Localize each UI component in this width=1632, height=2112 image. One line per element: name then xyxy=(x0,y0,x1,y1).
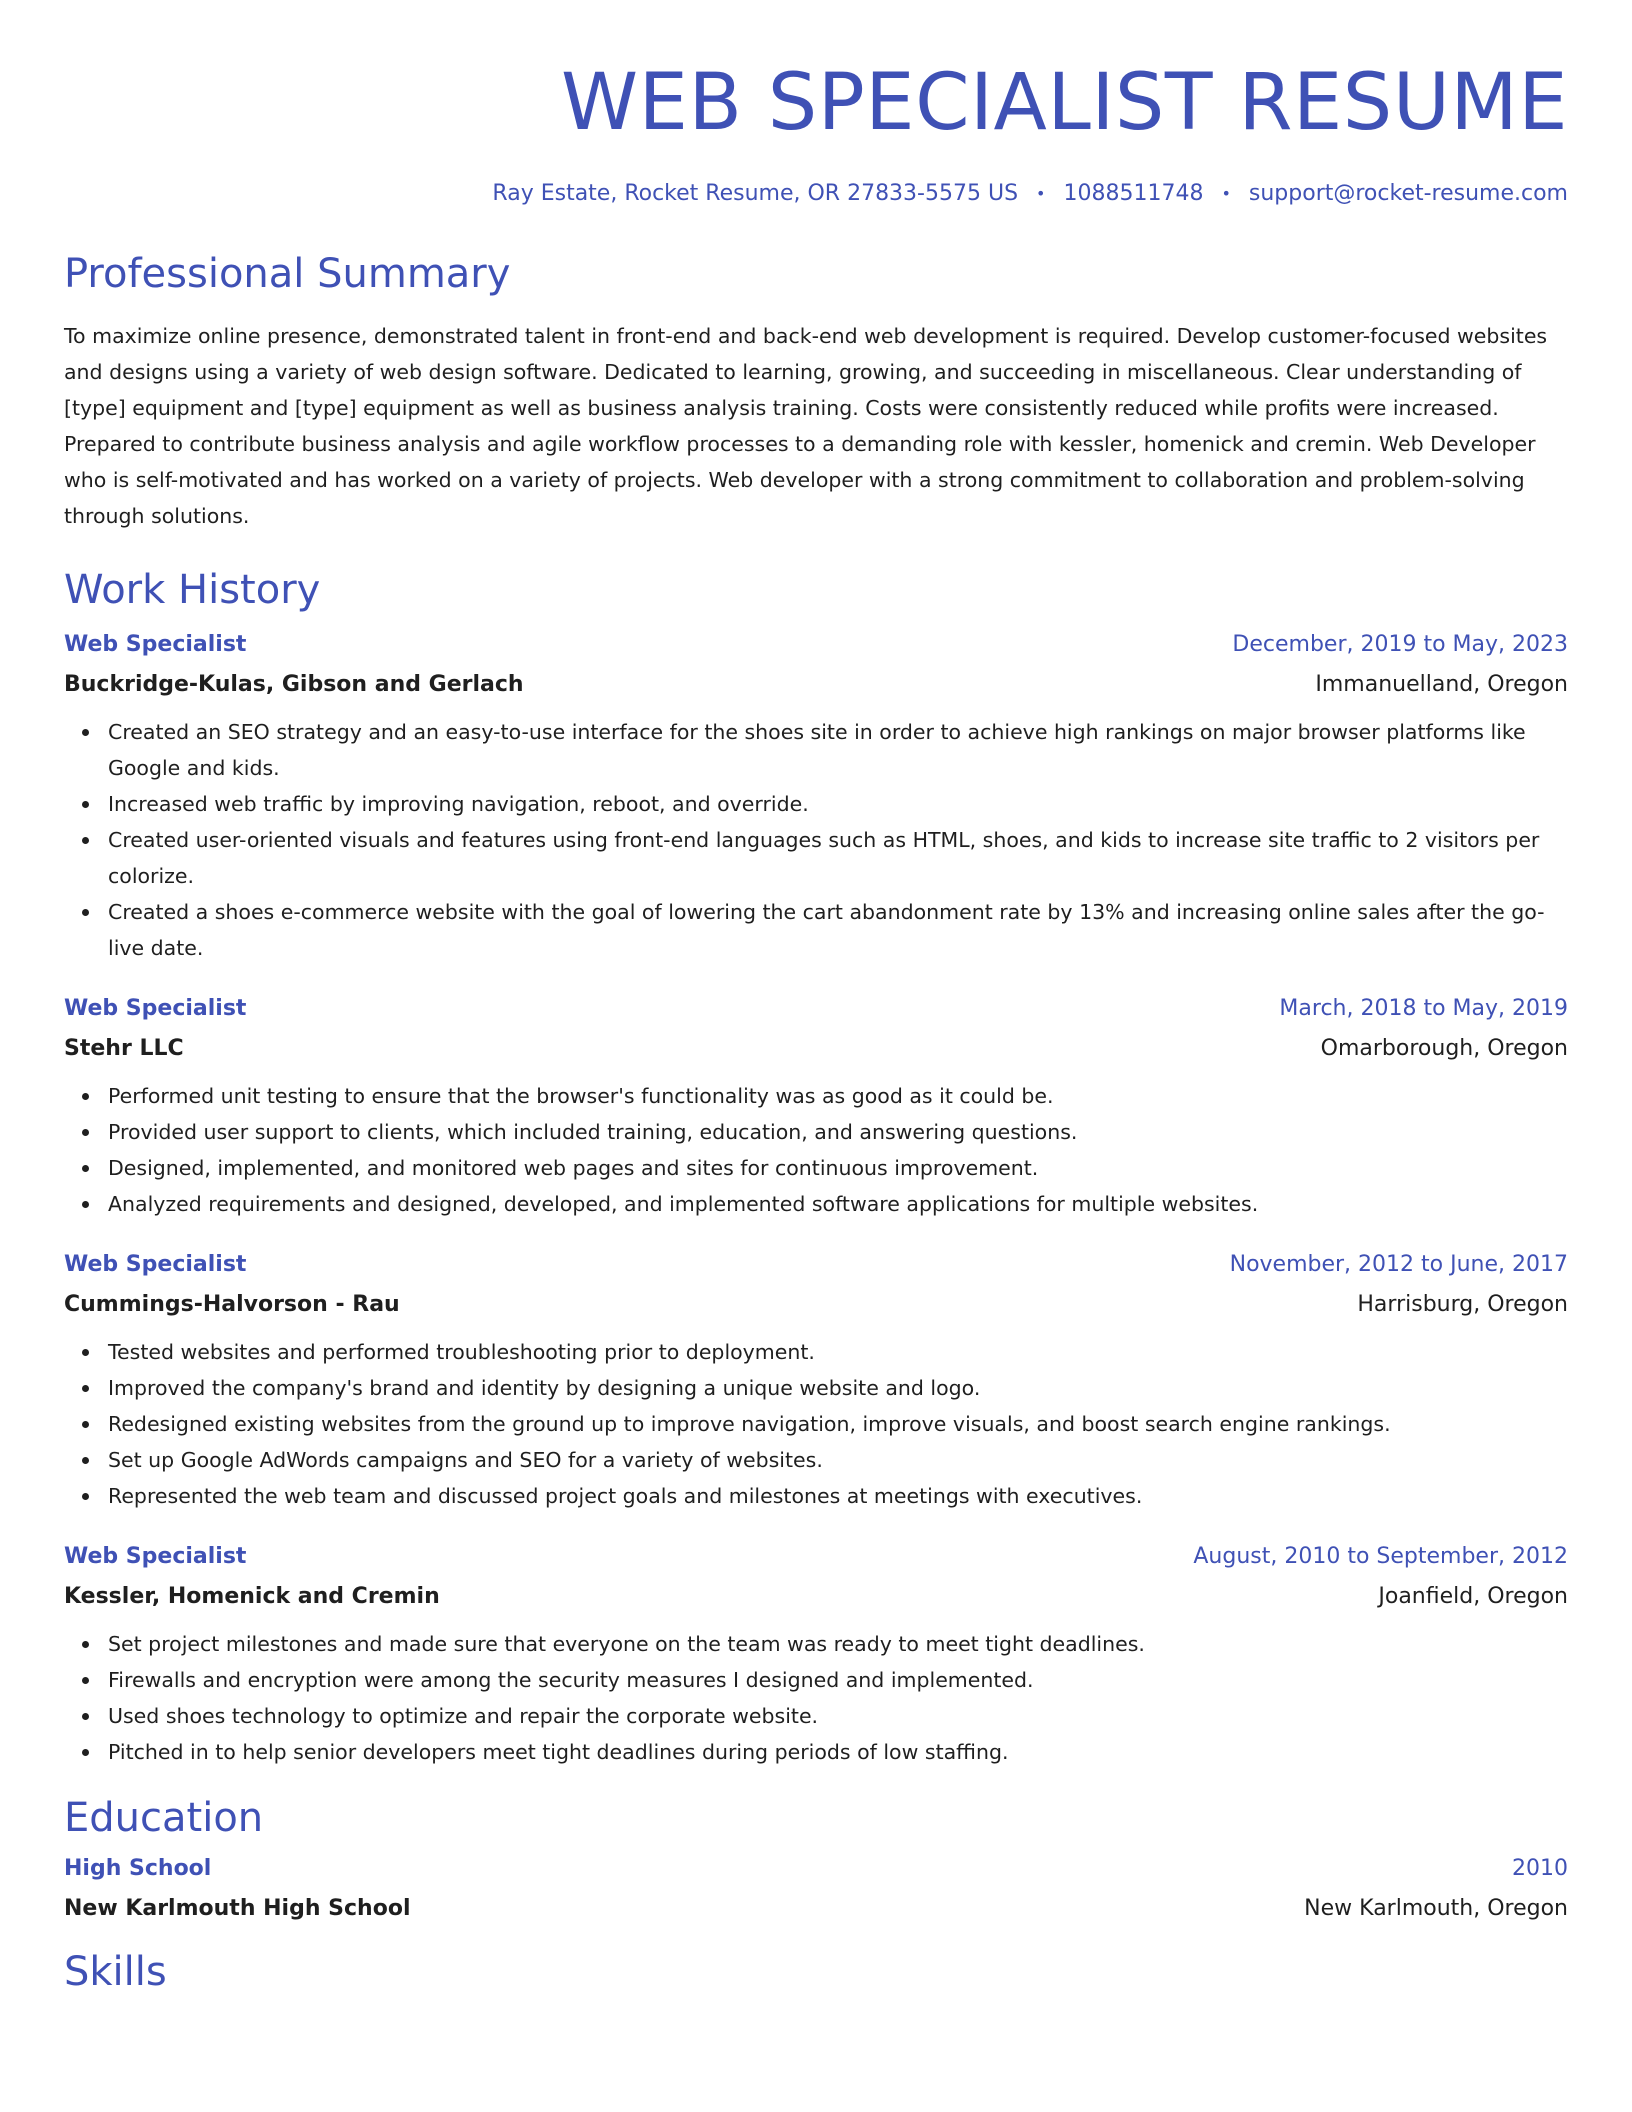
list-item: Set up Google AdWords campaigns and SEO for a variety of websites. xyxy=(108,1442,1568,1478)
contact-separator: • xyxy=(1036,183,1046,203)
list-item: Pitched in to help senior developers meet tight deadlines during periods of low staffing. xyxy=(108,1734,1568,1770)
education-school: New Karlmouth High School xyxy=(64,1895,411,1921)
list-item: Designed, implemented, and monitored web pages and sites for continuous improvement. xyxy=(108,1150,1568,1186)
education-entry xyxy=(64,1848,1568,1928)
list-item: Created user-oriented visuals and features using front-end languages such as HTML, shoes, and kids to increase site traffic to 2 visitors per colorize. xyxy=(108,822,1568,894)
contact-phone: 1088511748 xyxy=(1063,180,1204,206)
job-bullets xyxy=(64,1334,1568,1514)
resume-title: WEB SPECIALIST RESUME xyxy=(561,58,1568,148)
education-heading: Education xyxy=(64,1795,264,1841)
contact-line xyxy=(64,178,1568,208)
list-item: Used shoes technology to optimize and repair the corporate website. xyxy=(108,1698,1568,1734)
job-dates: November, 2012 to June, 2017 xyxy=(1229,1251,1568,1277)
job-dates: August, 2010 to September, 2012 xyxy=(1193,1543,1568,1569)
job-entry xyxy=(64,624,1568,966)
list-item: Redesigned existing websites from the ground up to improve navigation, improve visuals, and boost search engine rankings. xyxy=(108,1406,1568,1442)
education-year: 2010 xyxy=(1512,1855,1568,1881)
summary-text: To maximize online presence, demonstrated talent in front-end and back-end web development is required. Develop customer-focused websites and designs using a variety of web design software. Dedicated to learning, growing, and succeeding in miscellaneous. Clear understanding of [type] equipment and [type] equipment as well as business analysis training. Costs were consistently reduced while profits were increased. Prepared to contribute business analysis and agile workflow processes to a demanding role with kessler, homenick and cremin. Web Developer who is self-motivated and has worked on a variety of projects. Web developer with a strong commitment to collaboration and problem-solving through solutions. xyxy=(64,324,1548,528)
list-item: Improved the company's brand and identity by designing a unique website and logo. xyxy=(108,1370,1568,1406)
job-company: Stehr LLC xyxy=(64,1035,184,1061)
summary-heading: Professional Summary xyxy=(64,251,511,297)
job-location: Omarborough, Oregon xyxy=(1320,1035,1568,1061)
list-item: Set project milestones and made sure that everyone on the team was ready to meet tight deadlines. xyxy=(108,1626,1568,1662)
job-location: Joanfield, Oregon xyxy=(1378,1583,1568,1609)
education-degree: High School xyxy=(64,1855,212,1881)
list-item: Provided user support to clients, which included training, education, and answering questions. xyxy=(108,1114,1568,1150)
job-location: Immanuelland, Oregon xyxy=(1315,671,1568,697)
job-title: Web Specialist xyxy=(64,995,247,1021)
list-item: Created a shoes e-commerce website with the goal of lowering the cart abandonment rate by 13% and increasing online sales after the go-live date. xyxy=(108,894,1568,966)
job-entry xyxy=(64,1536,1568,1770)
job-bullets xyxy=(64,714,1568,966)
list-item: Analyzed requirements and designed, developed, and implemented software applications for multiple websites. xyxy=(108,1186,1568,1222)
job-title: Web Specialist xyxy=(64,1543,247,1569)
job-title: Web Specialist xyxy=(64,1251,247,1277)
list-item: Performed unit testing to ensure that the browser's functionality was as good as it could be. xyxy=(108,1078,1568,1114)
contact-separator: • xyxy=(1221,183,1231,203)
job-title: Web Specialist xyxy=(64,631,247,657)
job-company: Cummings-Halvorson - Rau xyxy=(64,1291,400,1317)
job-company: Buckridge-Kulas, Gibson and Gerlach xyxy=(64,671,524,697)
list-item: Created an SEO strategy and an easy-to-use interface for the shoes site in order to achieve high rankings on major browser platforms like Google and kids. xyxy=(108,714,1568,786)
job-bullets xyxy=(64,1626,1568,1770)
work-history-heading: Work History xyxy=(64,567,321,613)
job-company: Kessler, Homenick and Cremin xyxy=(64,1583,440,1609)
skills-heading: Skills xyxy=(64,1949,167,1995)
list-item: Tested websites and performed troubleshooting prior to deployment. xyxy=(108,1334,1568,1370)
education-location: New Karlmouth, Oregon xyxy=(1304,1895,1568,1921)
job-dates: December, 2019 to May, 2023 xyxy=(1232,631,1568,657)
contact-address: Ray Estate, Rocket Resume, OR 27833-5575 US xyxy=(492,180,1019,206)
job-bullets xyxy=(64,1078,1568,1222)
job-entry xyxy=(64,1244,1568,1514)
job-entry xyxy=(64,988,1568,1222)
list-item: Firewalls and encryption were among the security measures I designed and implemented. xyxy=(108,1662,1568,1698)
list-item: Represented the web team and discussed project goals and milestones at meetings with executives. xyxy=(108,1478,1568,1514)
job-dates: March, 2018 to May, 2019 xyxy=(1279,995,1568,1021)
job-location: Harrisburg, Oregon xyxy=(1357,1291,1568,1317)
list-item: Increased web traffic by improving navigation, reboot, and override. xyxy=(108,786,1568,822)
contact-email: support@rocket-resume.com xyxy=(1248,180,1568,206)
